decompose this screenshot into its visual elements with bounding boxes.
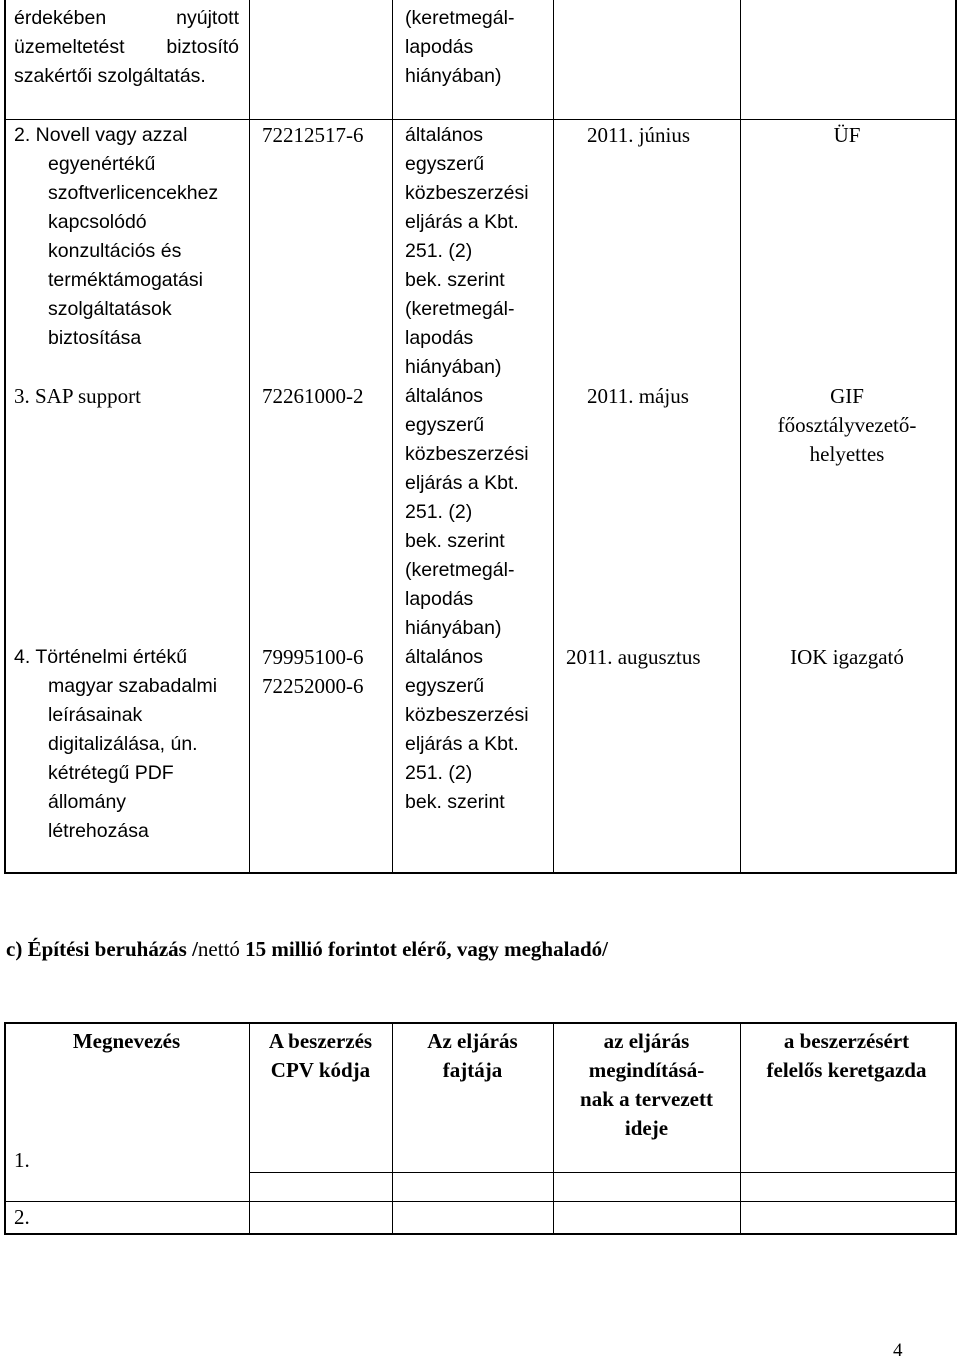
table-row-divider: [249, 1172, 957, 1173]
item-name: 4. Történelmi értékű magyar szabadalmi leírásainak digitalizálása, ún. kétrétegű PDF állomány létrehozása: [14, 646, 218, 842]
item-name: 3. SAP support: [14, 384, 141, 408]
item-name: 2. Novell vagy azzal egyenértékű szoftverlicencekhez kapcsolódó konzultációs és terméktámogatási szolgáltatások biztosítása: [14, 124, 219, 349]
header-owner: a beszerzésért felelős keretgazda: [766, 1029, 927, 1082]
row-label: 2.: [14, 1205, 30, 1229]
planned-start-date: 2011. május: [587, 384, 689, 408]
table-row-divider: [4, 119, 957, 120]
cpv-code: 72261000-2: [262, 384, 364, 408]
column-divider: [553, 0, 554, 872]
responsible-owner: IOK igazgató: [790, 645, 904, 669]
header-name: Megnevezés: [72, 1029, 181, 1053]
column-divider: [249, 0, 250, 872]
header-cpv: A beszerzés CPV kódja: [268, 1029, 373, 1082]
page-number: 4: [893, 1340, 903, 1361]
procedure-type: általános egyszerű közbeszerzési eljárás a Kbt. 251. (2) bek. szerint (keretmegál- lapodás hiányában): [405, 124, 529, 378]
column-divider: [392, 0, 393, 872]
procedure-type: általános egyszerű közbeszerzési eljárás a Kbt. 251. (2) bek. szerint (keretmegál- lapodás hiányában): [405, 385, 529, 639]
header-procedure: Az eljárás fajtája: [427, 1029, 518, 1082]
section-heading: c) Építési beruházás /nettó 15 millió forintot elérő, vagy meghaladó/: [6, 937, 608, 961]
cpv-code: 72212517-6: [262, 123, 364, 147]
planned-start-date: 2011. augusztus: [566, 645, 701, 669]
cpv-code: 79995100-6 72252000-6: [262, 645, 364, 698]
table-row-divider: [4, 1201, 957, 1202]
item-name: érdekében nyújtott üzemeltetést biztosító szakértői szolgáltatás.: [14, 7, 239, 87]
planned-start-date: 2011. június: [587, 123, 691, 147]
responsible-owner: ÜF: [833, 123, 861, 147]
row-label: 1.: [14, 1148, 30, 1172]
procedure-type: (keretmegál- lapodás hiányában): [405, 7, 515, 87]
procedure-type: általános egyszerű közbeszerzési eljárás a Kbt. 251. (2) bek. szerint: [405, 646, 529, 813]
header-start-date: az eljárás megindításá- nak a tervezett ideje: [580, 1029, 713, 1140]
responsible-owner: GIF főosztályvezető- helyettes: [777, 384, 917, 466]
